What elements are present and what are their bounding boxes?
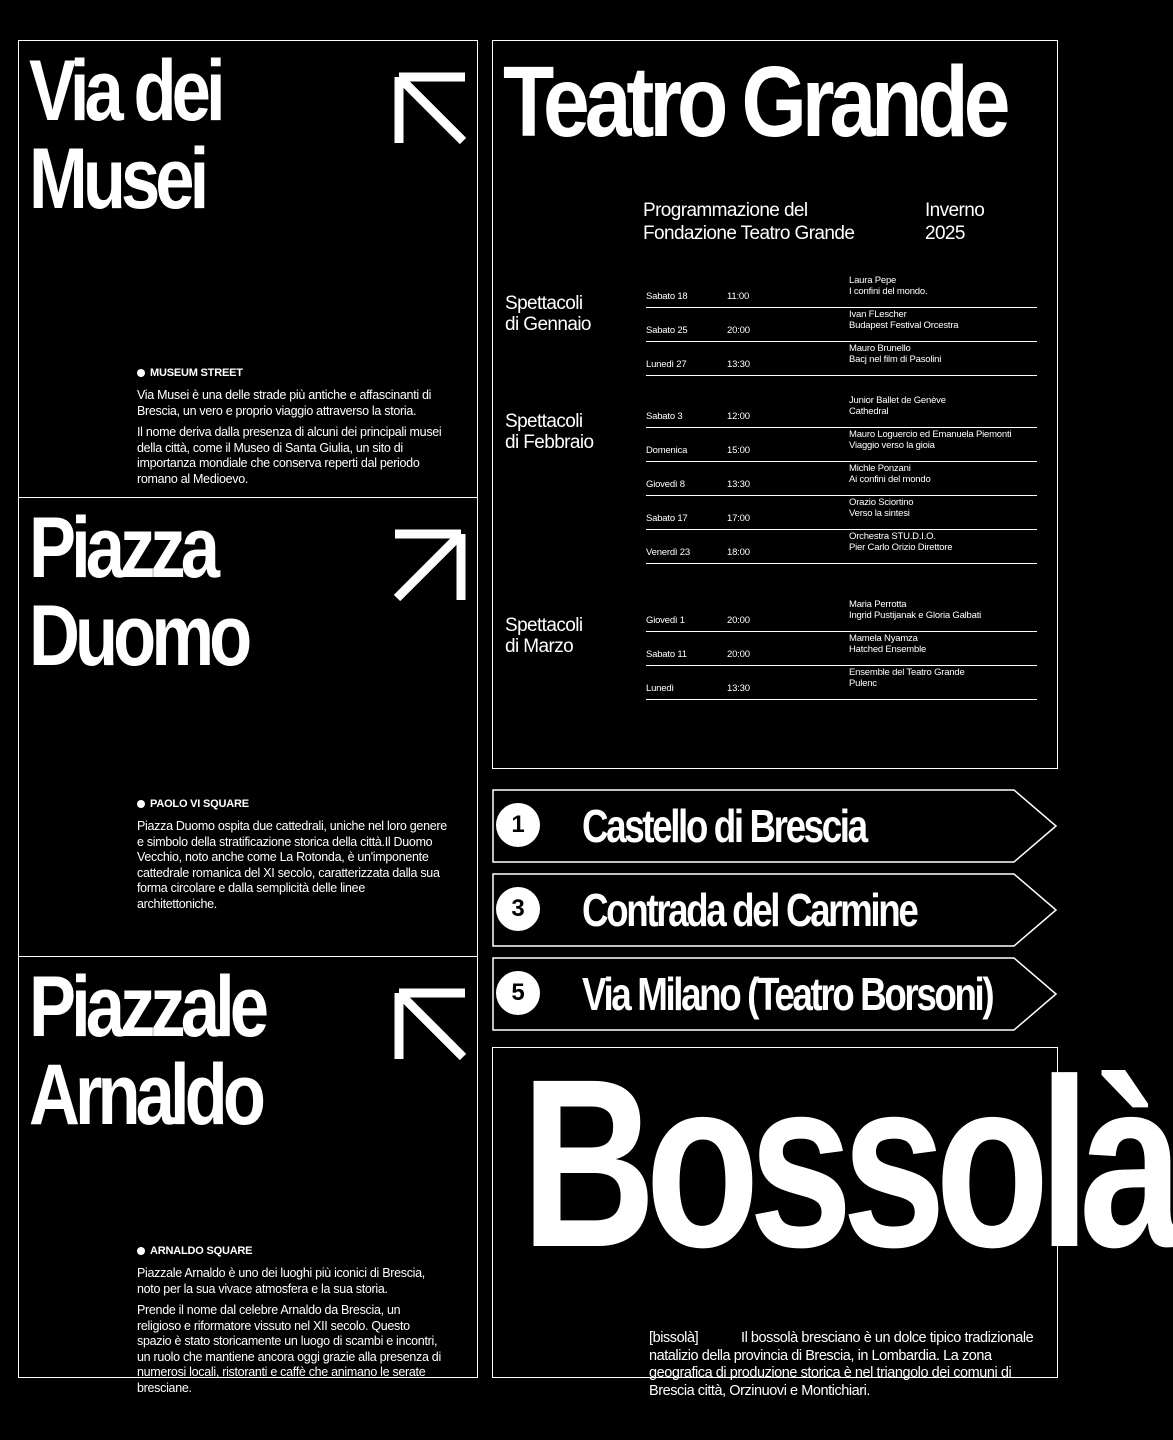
pronunciation: [bissolà] <box>649 1330 699 1346</box>
place-card-via-dei-musei <box>18 40 478 498</box>
event-row: Sabato 18 11:00 Laura Pepe I confini del mondo. <box>646 273 1037 308</box>
event-row: Giovedì 1 20:00 Maria Perrotta Ingrid Pustijanak e Gloria Galbati <box>646 597 1037 632</box>
place-title: Via dei Musei <box>29 43 221 227</box>
bossola-panel <box>492 1029 1173 1399</box>
program-subtitle: Programmazione del Fondazione Teatro Grande <box>643 200 855 244</box>
month-label-marzo: Spettacoli di Marzo <box>505 615 583 657</box>
place-label: PAOLO VI SQUARE <box>137 798 447 810</box>
event-row: Giovedì 8 13:30 Michle Ponzani Ai confini del mondo <box>646 461 1037 496</box>
place-description: Piazza Duomo ospita due cattedrali, uniche nel loro genere e simbolo della stratificazione storica della città.Il Duomo Vecchio, noto anche come La Rotonda, è un'imponente cattedrale romanica del XI secolo, caratterizzata dalla sua forma circolare e dalla semplicità delle linee architettoniche. <box>137 819 447 911</box>
event-row: Venerdì 23 18:00 Orchestra STU.D.I.O. Pier Carlo Orizio Direttore <box>646 529 1037 564</box>
event-row: Sabato 3 12:00 Junior Ballet de Genève Cathedral <box>646 393 1037 428</box>
event-row: Sabato 25 20:00 Ivan FLescher Budapest Festival Orcestra <box>646 307 1037 342</box>
route-number-badge: 3 <box>496 887 540 931</box>
event-row: Sabato 17 17:00 Orazio Sciortino Verso la sintesi <box>646 495 1037 530</box>
route-destination: Contrada del Carmine <box>582 884 917 936</box>
place-title: Piazza Duomo <box>29 500 248 684</box>
route-sign <box>492 957 1058 1031</box>
bossola-description: [bissolà] Il bossolà bresciano è un dolce tipico tradizionale natalizio della provincia di Brescia, in Lombardia. La zona geografica di produzione storica è nel triangolo dei comuni di Brescia città, Orzinuovi e Montichiari. <box>649 1330 1034 1399</box>
place-title: Piazzale Arnaldo <box>29 959 265 1143</box>
bullet-dot-icon <box>137 369 145 377</box>
route-destination: Via Milano (Teatro Borsoni) <box>582 968 993 1020</box>
route-number-badge: 5 <box>496 971 540 1015</box>
bossola-title: Bossolà <box>521 1029 1173 1297</box>
theatre-program-panel <box>492 40 1058 769</box>
bullet-dot-icon <box>137 800 145 808</box>
place-info <box>137 1245 447 1402</box>
place-info <box>137 367 447 493</box>
event-row: Lunedì 13:30 Ensemble del Teatro Grande Pulenc <box>646 665 1037 700</box>
event-row: Sabato 11 20:00 Mamela Nyamza Hatched Ensemble <box>646 631 1037 666</box>
month-label-febbraio: Spettacoli di Febbraio <box>505 411 594 453</box>
place-label: ARNALDO SQUARE <box>137 1245 447 1257</box>
place-card-piazza-duomo <box>18 497 478 957</box>
theatre-title: Teatro Grande <box>503 46 1006 158</box>
month-label-gennaio: Spettacoli di Gennaio <box>505 293 591 335</box>
place-label: MUSEUM STREET <box>137 367 447 379</box>
arrow-up-left-icon <box>393 71 467 145</box>
place-description: Via Musei è una delle strade più antiche e affascinanti di Brescia, un vero e proprio viaggio attraverso la storia. Il nome deriva dalla presenza di alcuni dei principali musei della città, come il Museo di Santa Giulia, un sito di importanza mondiale che conserva reperti dal periodo romano al Medioevo. <box>137 388 442 486</box>
arrow-up-right-icon <box>393 528 467 602</box>
event-row: Lunedì 27 13:30 Mauro Brunello Bacj nel film di Pasolini <box>646 341 1037 376</box>
place-description: Piazzale Arnaldo è uno dei luoghi più iconici di Brescia, noto per la sua vivace atmosfera e la sua storia. Prende il nome dal celebre Arnaldo da Brescia, un religioso e riformatore vissuto nel XII secolo. Questo spazio è stato storicamente un luogo di scambi e incontri, un ruolo che mantiene ancora oggi grazie alla presenza di numerosi locali, ristoranti e caffè che animano le serate bresciane. <box>137 1266 441 1395</box>
route-destination: Castello di Brescia <box>582 800 866 852</box>
arrow-up-left-icon <box>393 987 467 1061</box>
bullet-dot-icon <box>137 1247 145 1255</box>
route-sign <box>492 789 1058 863</box>
season-label: Inverno 2025 <box>925 200 985 244</box>
route-sign <box>492 873 1058 947</box>
route-number-badge: 1 <box>496 803 540 847</box>
event-row: Domenica 15:00 Mauro Loguercio ed Emanuela Piemonti Viaggio verso la gioia <box>646 427 1037 462</box>
place-card-piazzale-arnaldo <box>18 956 478 1395</box>
place-info <box>137 798 447 918</box>
